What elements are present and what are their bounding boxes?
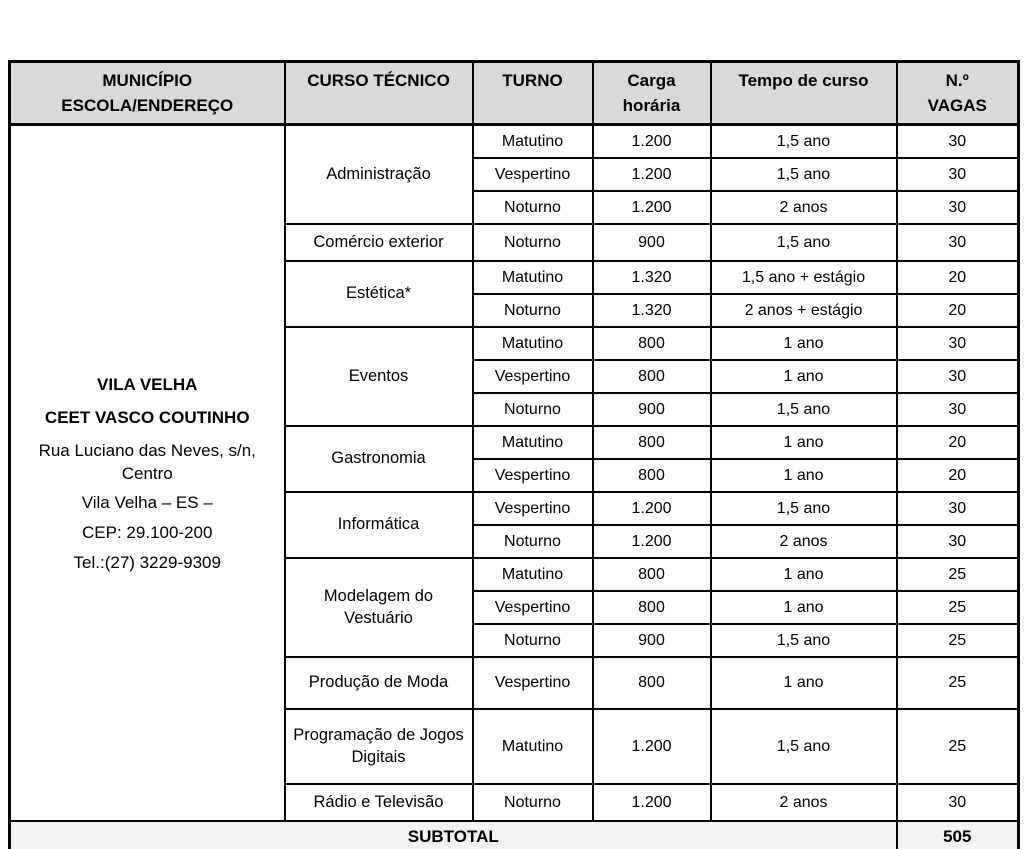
column-header-tempo bbox=[711, 62, 897, 125]
vacancies-cell: 20 bbox=[897, 426, 1019, 459]
workload-cell: 1.200 bbox=[593, 191, 711, 224]
vacancies-cell: 30 bbox=[897, 492, 1019, 525]
duration-cell: 1,5 ano bbox=[711, 224, 897, 261]
vacancies-cell: 25 bbox=[897, 558, 1019, 591]
course-name-cell: Estética* bbox=[285, 261, 473, 327]
shift-cell: Matutino bbox=[473, 327, 593, 360]
course-name-cell: Comércio exterior bbox=[285, 224, 473, 261]
column-header-line: Carga bbox=[627, 71, 676, 90]
shift-cell: Matutino bbox=[473, 125, 593, 159]
school-address-line: Rua Luciano das Neves, s/n, Centro bbox=[38, 440, 256, 483]
workload-cell: 1.200 bbox=[593, 158, 711, 191]
workload-cell: 1.200 bbox=[593, 492, 711, 525]
vacancies-cell: 30 bbox=[897, 125, 1019, 159]
workload-cell: 900 bbox=[593, 393, 711, 426]
duration-cell: 1,5 ano bbox=[711, 125, 897, 159]
vacancies-cell: 30 bbox=[897, 393, 1019, 426]
column-header-line: VAGAS bbox=[927, 95, 987, 115]
duration-cell: 1 ano bbox=[711, 558, 897, 591]
duration-cell: 1,5 ano bbox=[711, 393, 897, 426]
column-header-line: ESCOLA/ENDEREÇO bbox=[61, 95, 234, 115]
school-name: CEET VASCO COUTINHO bbox=[44, 407, 250, 427]
vacancies-cell: 25 bbox=[897, 624, 1019, 657]
workload-cell: 800 bbox=[593, 558, 711, 591]
course-vacancy-table bbox=[8, 60, 1020, 849]
vacancies-cell: 30 bbox=[897, 784, 1019, 821]
vacancies-cell: 25 bbox=[897, 709, 1019, 784]
duration-cell: 1 ano bbox=[711, 426, 897, 459]
course-name-cell: Gastronomia bbox=[285, 426, 473, 492]
workload-cell: 800 bbox=[593, 360, 711, 393]
vacancies-cell: 30 bbox=[897, 191, 1019, 224]
workload-cell: 1.320 bbox=[593, 261, 711, 294]
workload-cell: 900 bbox=[593, 624, 711, 657]
shift-cell: Noturno bbox=[473, 624, 593, 657]
vacancies-cell: 30 bbox=[897, 360, 1019, 393]
workload-cell: 1.320 bbox=[593, 294, 711, 327]
duration-cell: 2 anos bbox=[711, 525, 897, 558]
shift-cell: Noturno bbox=[473, 224, 593, 261]
column-header-municipio bbox=[10, 62, 285, 125]
duration-cell: 1,5 ano + estágio bbox=[711, 261, 897, 294]
shift-cell: Vespertino bbox=[473, 591, 593, 624]
column-header-curso bbox=[285, 62, 473, 125]
vacancies-cell: 30 bbox=[897, 224, 1019, 261]
duration-cell: 1 ano bbox=[711, 591, 897, 624]
duration-cell: 1,5 ano bbox=[711, 624, 897, 657]
shift-cell: Noturno bbox=[473, 525, 593, 558]
shift-cell: Matutino bbox=[473, 261, 593, 294]
workload-cell: 800 bbox=[593, 327, 711, 360]
shift-cell: Vespertino bbox=[473, 360, 593, 393]
workload-cell: 800 bbox=[593, 426, 711, 459]
subtotal-row bbox=[10, 821, 1019, 849]
vacancies-cell: 30 bbox=[897, 525, 1019, 558]
shift-cell: Noturno bbox=[473, 191, 593, 224]
school-address-line: CEP: 29.100-200 bbox=[82, 523, 213, 543]
vacancies-cell: 20 bbox=[897, 261, 1019, 294]
column-header-turno bbox=[473, 62, 593, 125]
course-name-cell: Administração bbox=[285, 125, 473, 225]
column-header-line: TURNO bbox=[502, 71, 563, 90]
course-name-cell: Rádio e Televisão bbox=[285, 784, 473, 821]
school-municipality: VILA VELHA bbox=[97, 374, 198, 394]
course-name-cell: Programação de Jogos Digitais bbox=[285, 709, 473, 784]
workload-cell: 800 bbox=[593, 591, 711, 624]
shift-cell: Vespertino bbox=[473, 657, 593, 709]
header-row bbox=[10, 62, 1019, 125]
column-header-carga bbox=[593, 62, 711, 125]
course-name-cell: Modelagem do Vestuário bbox=[285, 558, 473, 657]
vacancies-cell: 20 bbox=[897, 459, 1019, 492]
subtotal-value: 505 bbox=[897, 821, 1019, 849]
workload-cell: 1.200 bbox=[593, 784, 711, 821]
shift-cell: Vespertino bbox=[473, 158, 593, 191]
shift-cell: Noturno bbox=[473, 393, 593, 426]
column-header-line: N.º bbox=[945, 71, 969, 90]
workload-cell: 900 bbox=[593, 224, 711, 261]
shift-cell: Matutino bbox=[473, 709, 593, 784]
duration-cell: 1,5 ano bbox=[711, 492, 897, 525]
vacancies-cell: 25 bbox=[897, 591, 1019, 624]
duration-cell: 2 anos bbox=[711, 784, 897, 821]
column-header-line: MUNICÍPIO bbox=[102, 71, 193, 90]
table-row bbox=[10, 125, 1019, 159]
shift-cell: Vespertino bbox=[473, 459, 593, 492]
shift-cell: Matutino bbox=[473, 558, 593, 591]
school-address-line: Tel.:(27) 3229-9309 bbox=[73, 553, 221, 573]
workload-cell: 800 bbox=[593, 459, 711, 492]
table-body bbox=[10, 125, 1019, 849]
course-name-cell: Eventos bbox=[285, 327, 473, 426]
column-header-line: horária bbox=[622, 95, 681, 115]
column-header-vagas bbox=[897, 62, 1019, 125]
workload-cell: 1.200 bbox=[593, 125, 711, 159]
duration-cell: 1,5 ano bbox=[711, 709, 897, 784]
course-name-cell: Produção de Moda bbox=[285, 657, 473, 709]
duration-cell: 2 anos bbox=[711, 191, 897, 224]
duration-cell: 1 ano bbox=[711, 327, 897, 360]
school-address-line: Vila Velha – ES – bbox=[81, 493, 213, 513]
duration-cell: 1 ano bbox=[711, 360, 897, 393]
column-header-line: CURSO TÉCNICO bbox=[307, 71, 450, 90]
shift-cell: Vespertino bbox=[473, 492, 593, 525]
vacancies-cell: 30 bbox=[897, 158, 1019, 191]
duration-cell: 1 ano bbox=[711, 657, 897, 709]
school-info-cell bbox=[10, 125, 285, 822]
vacancies-cell: 25 bbox=[897, 657, 1019, 709]
shift-cell: Matutino bbox=[473, 426, 593, 459]
subtotal-label: SUBTOTAL bbox=[10, 821, 897, 849]
duration-cell: 1 ano bbox=[711, 459, 897, 492]
vacancies-cell: 30 bbox=[897, 327, 1019, 360]
duration-cell: 1,5 ano bbox=[711, 158, 897, 191]
duration-cell: 2 anos + estágio bbox=[711, 294, 897, 327]
workload-cell: 800 bbox=[593, 657, 711, 709]
shift-cell: Noturno bbox=[473, 784, 593, 821]
shift-cell: Noturno bbox=[473, 294, 593, 327]
vacancies-cell: 20 bbox=[897, 294, 1019, 327]
table-header bbox=[10, 62, 1019, 125]
workload-cell: 1.200 bbox=[593, 525, 711, 558]
course-name-cell: Informática bbox=[285, 492, 473, 558]
workload-cell: 1.200 bbox=[593, 709, 711, 784]
column-header-line: Tempo de curso bbox=[738, 71, 869, 90]
